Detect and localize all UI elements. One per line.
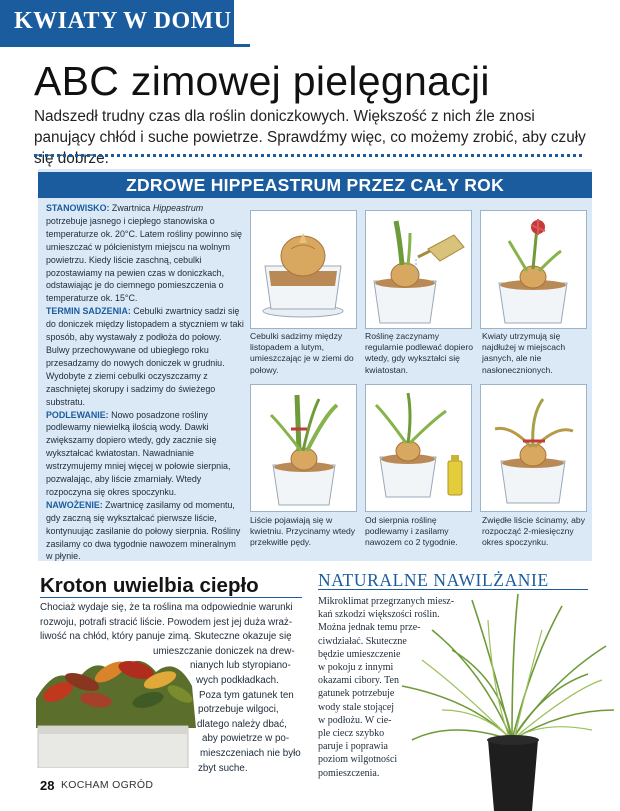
care-section-position: STANOWISKO: Zwartnica Hippeastrum potrzebuje jasnego i ciepłego stanowiska o temperaturze ok. 20°C. Latem rośliny powinno się umieszczać w półcienistym miejscu na wolnym powietrzu. Kiedy liście zaschną, cebulki pozostawiamy na pewien czas w doniczkach, odstawiając je do ciemnego pomieszczenia o temperaturze ok. 15°C.	[46, 203, 242, 304]
nawilzanie-line: pomieszczenia.	[318, 767, 380, 779]
nawilzanie-line: paruje i poprawia	[318, 741, 388, 753]
lead-paragraph: Nadszedł trudny czas dla roślin doniczkowych. Większość z nich źle znosi panujący chłód i suche powietrze. Sprawdźmy więc, co możemy zrobić, aby czuły się dobrze.	[34, 108, 586, 167]
kroton-line: wych podkładkach.	[196, 675, 279, 686]
care-instructions	[46, 202, 244, 563]
fertilizing-image	[366, 385, 471, 511]
step-1-illustration	[250, 210, 357, 329]
section-label: PODLEWANIE:	[46, 409, 109, 420]
section-tag: KWIATY W DOMU	[14, 8, 232, 34]
watering-image	[366, 211, 471, 328]
step-2-illustration	[365, 210, 472, 329]
step-3-caption: Kwiaty utrzymują się najdłużej w miejscach jasnych, ale nie nasłonecznionych.	[482, 331, 566, 375]
nawilzanie-line: poziom wilgotności	[318, 754, 398, 766]
step-5-caption: Od sierpnia roślinę podlewamy i zasilamy nawozem co 2 tygodnie.	[365, 515, 458, 548]
nawilzanie-line: kań szkodzi większości roślin.	[318, 609, 440, 621]
kroton-plant-image	[36, 642, 196, 768]
section-label: TERMIN SADZENIA:	[46, 306, 131, 317]
nawilzanie-line: gatunek potrzebuje	[318, 688, 395, 700]
page-number: 28	[40, 778, 55, 793]
nawilzanie-line: okazami cibory. Ten	[318, 675, 399, 687]
care-section-planting: TERMIN SADZENIA: Cebulki zwartnicy sadzi się do doniczek między listopadem a styczniem w taki sposób, aby wystawały z podłoża do połowy. Bulwy przechowywane od ubiegłego roku przesadzamy do nowych doniczek w grudniu. Wydobyte z ziemi cebulki oczyszczamy z zaschniętej skorupy i sadzimy do świeżego substratu.	[46, 306, 244, 407]
wilting-image	[481, 385, 586, 511]
magazine-name: KOCHAM OGRÓD	[61, 779, 154, 791]
kroton-line: liwość na chłód, który panuje zimą. Skuteczne okazuje się	[40, 631, 292, 643]
section-label: STANOWISKO:	[46, 203, 110, 213]
kroton-line: aby powietrze w po-	[202, 733, 290, 745]
page-title: ABC zimowej pielęgnacji	[34, 58, 490, 104]
kroton-line: Chociaż wydaje się, że ta roślina ma odpowiednie warunki	[40, 602, 293, 613]
nawilzanie-line: w pokoju z innymi	[318, 662, 394, 673]
step-2-caption: Roślinę zaczynamy regularnie podlewać dopiero wtedy, gdy wykształci się kwiatostan.	[365, 331, 473, 375]
kroton-line: mieszczeniach nie było	[200, 748, 301, 759]
section-label: NAWOŻENIE:	[46, 499, 103, 510]
care-section-watering: PODLEWANIE: Nowo posadzone rośliny podlewamy niewielką ilością wody. Dawki zwiększamy dopiero wtedy, gdy zacznie się wykształcać kwiatostan. Nawadnianie wstrzymujemy mniej więcej w połowie sierpnia, pozwalając, aby liście zmarniały. Wtedy rozpoczyna się okres spoczynku.	[46, 409, 231, 497]
nawilzanie-line: wody stale stojącej	[318, 701, 395, 713]
kroton-line: zbyt suche.	[198, 762, 248, 774]
step-4-illustration	[250, 384, 357, 512]
kroton-line: dlatego należy dbać,	[197, 718, 287, 730]
care-section-feeding: NAWOŻENIE: Zwartnicę zasilamy od momentu, gdy zaczną się wykształcać pierwsze liście, kontynuując zasilanie do połowy sierpnia. Rośliny zasilamy co dwa tygodnie nawozem mineralnym w płynie.	[46, 499, 241, 562]
section-tag-stripe	[0, 44, 250, 47]
kroton-title: Kroton uwielbia ciepło	[40, 574, 259, 597]
step-6-illustration	[480, 384, 587, 512]
flowering-image	[481, 211, 586, 328]
step-3-illustration	[480, 210, 587, 329]
nawilzanie-line: ple ciecz szybko	[318, 728, 385, 739]
bulb-in-pot-image	[251, 211, 356, 328]
nawilzanie-line: będzie umieszczenie	[318, 648, 401, 660]
step-4-caption: Liście pojawiają się w kwietniu. Przycinamy wtedy przekwitłe pędy.	[250, 515, 356, 548]
kroton-line: nianych lub styropiano-	[190, 660, 291, 672]
kroton-line: potrzebuje wilgoci,	[198, 704, 279, 716]
nawilzanie-title: NATURALNE NAWILŻANIE	[318, 570, 549, 590]
kroton-line: umieszczanie doniczek na drew-	[153, 645, 295, 657]
step-6-caption: Zwiędłe liście ścinamy, aby rozpocząć 2-miesięczny okres spoczynku.	[482, 515, 585, 548]
kroton-line: rozwoju, potrafi stracić liście. Powodem jest jej duża wraż-	[40, 616, 293, 628]
step-1-caption: Cebulki sadzimy między listopadem a lutym, umieszczając je w ziemi do połowy.	[250, 331, 354, 375]
nawilzanie-line: Można jednak temu prze-	[318, 622, 421, 634]
leaves-image	[251, 385, 356, 511]
kroton-line: Poza tym gatunek ten	[199, 689, 294, 701]
box-heading: ZDROWE HIPPEASTRUM PRZEZ CAŁY ROK	[125, 175, 505, 195]
nawilzanie-line: Mikroklimat przegrzanych miesz-	[318, 596, 455, 607]
cibora-plant-image	[392, 590, 616, 811]
nawilzanie-line: ciwdziałać. Skuteczne	[318, 635, 407, 647]
step-5-illustration	[365, 384, 472, 512]
kroton-title-rule	[40, 597, 302, 598]
dotted-divider	[34, 154, 582, 157]
nawilzanie-line: w podłożu. W cie-	[318, 714, 392, 726]
